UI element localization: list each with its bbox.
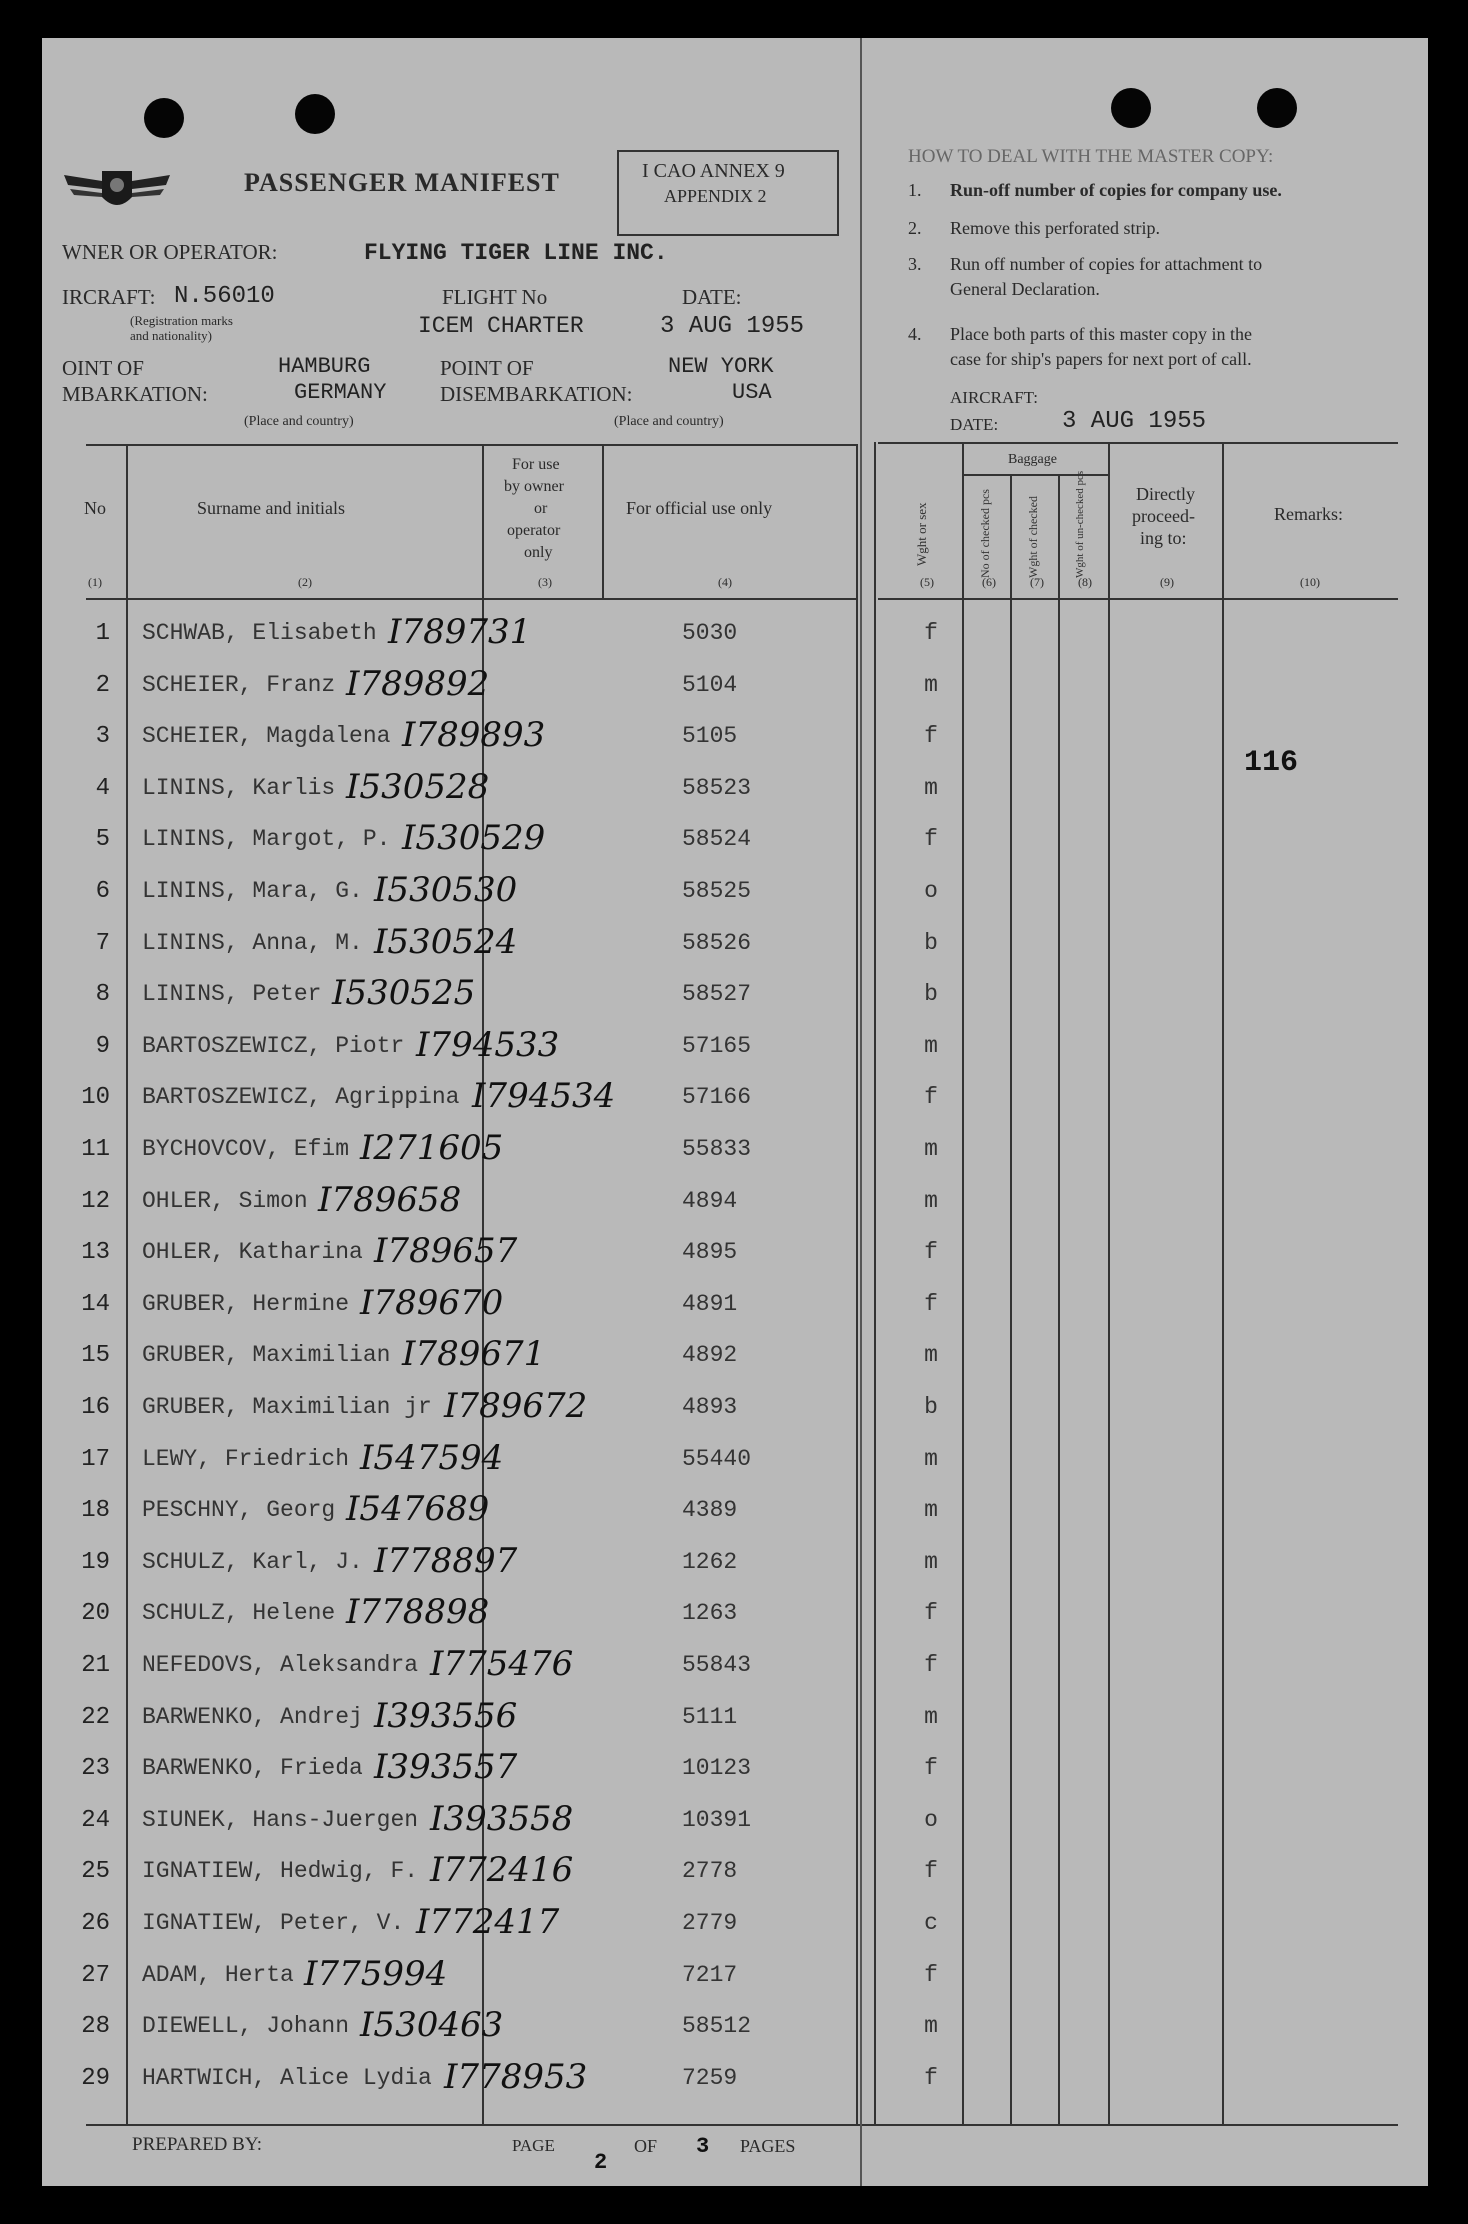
- sex-code: o: [924, 878, 938, 904]
- punch-hole: [295, 94, 335, 134]
- instruction-number: 3.: [908, 254, 922, 274]
- passport-number: I775476: [430, 1644, 574, 1684]
- sex-code: b: [924, 981, 938, 1008]
- col-number: (10): [1300, 575, 1320, 589]
- sex-code: f: [924, 2064, 938, 2091]
- remark-value: 116: [1244, 746, 1299, 780]
- punch-hole: [144, 98, 184, 138]
- official-number: 2779: [682, 1910, 738, 1936]
- instruction-text: Run off number of copies for attachment to: [950, 254, 1263, 274]
- passenger-row: [42, 1076, 1422, 1124]
- passport-number: I547594: [360, 1437, 504, 1478]
- sex-code: b: [924, 1394, 938, 1420]
- passenger-row: [42, 1747, 1422, 1795]
- row-number: 18: [81, 1497, 110, 1525]
- col-number: (3): [538, 575, 552, 589]
- embarkation-value-2: GERMANY: [294, 380, 387, 405]
- embarkation-label-1: OINT OF: [62, 356, 144, 380]
- passport-number: I530530: [374, 870, 518, 910]
- passenger-row: [42, 1798, 1422, 1847]
- passenger-name: LININS, Karlis: [142, 774, 336, 801]
- manifest-title: PASSENGER MANIFEST: [244, 168, 560, 197]
- passenger-name: HARTWICH, Alice Lydia: [142, 2064, 432, 2091]
- passport-number: I789671: [402, 1334, 546, 1375]
- passenger-name: SCHULZ, Helene: [142, 1600, 336, 1627]
- col-header-no: No: [84, 498, 106, 518]
- instruction-text: Remove this perforated strip.: [950, 218, 1160, 238]
- sex-code: b: [924, 929, 938, 956]
- row-number: 22: [81, 1703, 110, 1731]
- official-number: 10123: [682, 1755, 752, 1782]
- row-number: 4: [95, 774, 110, 802]
- official-number: 4894: [682, 1187, 738, 1214]
- official-number: 5030: [682, 620, 738, 646]
- sex-code: f: [924, 723, 938, 750]
- header-bottom-line: [86, 598, 856, 600]
- official-number: 57165: [682, 1032, 752, 1059]
- official-number: 4893: [682, 1394, 738, 1420]
- official-number: 4389: [682, 1497, 738, 1524]
- passenger-row: [42, 1024, 1422, 1073]
- col-number: (4): [718, 575, 732, 589]
- official-number: 4891: [682, 1290, 738, 1317]
- passport-number: I530525: [332, 973, 476, 1014]
- passenger-row: [42, 1282, 1422, 1331]
- instructions-aircraft-label: AIRCRAFT:: [950, 388, 1038, 407]
- table-top-line-right: [878, 442, 1398, 444]
- passenger-name: GRUBER, Maximilian jr: [142, 1394, 432, 1420]
- instruction-text: Place both parts of this master copy in the: [950, 324, 1252, 344]
- row-number: 29: [81, 2064, 110, 2092]
- official-number: 5104: [682, 671, 738, 698]
- passenger-row: [42, 1179, 1422, 1228]
- passenger-name: BYCHOVCOV, Efim: [142, 1136, 350, 1162]
- page-total: 3: [696, 2134, 710, 2159]
- passport-number: I530529: [402, 818, 546, 859]
- col-header-remarks: Remarks:: [1274, 504, 1343, 524]
- sex-code: f: [924, 1084, 938, 1111]
- pages-label: PAGES: [740, 2136, 796, 2156]
- flight-label: FLIGHT No: [442, 285, 548, 309]
- annex-line-2: APPENDIX 2: [664, 186, 767, 206]
- disembarkation-label-2: DISEMBARKATION:: [440, 382, 633, 406]
- row-number: 3: [95, 723, 110, 751]
- col-header-checked-pcs: No of checked pcs: [978, 489, 992, 578]
- col-header-owner-2: by owner: [504, 478, 564, 495]
- sex-code: f: [924, 1600, 938, 1627]
- passenger-row: [42, 1850, 1422, 1898]
- manifest-document: [42, 38, 1428, 2186]
- row-number: 17: [81, 1445, 110, 1473]
- punch-hole: [1111, 88, 1151, 128]
- col-divider: [602, 444, 604, 598]
- table-bottom-line: [86, 2124, 1398, 2126]
- embarkation-note: (Place and country): [244, 414, 354, 429]
- passport-number: I789892: [346, 663, 490, 704]
- owner-value: FLYING TIGER LINE INC.: [364, 240, 668, 266]
- sex-code: f: [924, 1652, 938, 1678]
- col-number: (7): [1030, 575, 1044, 589]
- row-number: 2: [95, 671, 110, 699]
- embarkation-value-1: HAMBURG: [278, 354, 371, 379]
- col-number: (2): [298, 575, 312, 589]
- passport-number: I789731: [388, 612, 532, 652]
- official-number: 57166: [682, 1084, 752, 1111]
- passenger-row: [42, 973, 1422, 1021]
- date-label: DATE:: [682, 285, 742, 309]
- aircraft-label: IRCRAFT:: [62, 285, 156, 309]
- official-number: 5111: [682, 1703, 738, 1730]
- passenger-row: [42, 2005, 1422, 2053]
- col-header-owner-4: operator: [507, 522, 561, 539]
- col-header-directly-1: Directly: [1136, 484, 1195, 504]
- passenger-name: BARTOSZEWICZ, Agrippina: [142, 1084, 460, 1111]
- row-number: 14: [81, 1290, 110, 1318]
- passport-number: I778897: [374, 1540, 518, 1581]
- passenger-row: [42, 1644, 1422, 1692]
- aircraft-value: N.56010: [174, 283, 275, 310]
- row-number: 15: [81, 1342, 110, 1370]
- instruction-number: 4.: [908, 324, 922, 344]
- passenger-row: [42, 870, 1422, 918]
- passenger-name: GRUBER, Hermine: [142, 1290, 350, 1317]
- col-header-directly-3: ing to:: [1140, 528, 1187, 548]
- passenger-name: NEFEDOVS, Aleksandra: [142, 1652, 419, 1678]
- official-number: 58525: [682, 878, 752, 904]
- passenger-row: [42, 1334, 1422, 1382]
- disembarkation-value-1: NEW YORK: [668, 354, 774, 379]
- embarkation-label-2: MBARKATION:: [62, 382, 208, 406]
- passport-number: I794533: [416, 1024, 560, 1065]
- sex-code: m: [924, 671, 938, 698]
- passenger-row: [42, 766, 1422, 815]
- col-number: (1): [88, 575, 102, 589]
- passenger-row: [42, 1386, 1422, 1434]
- sex-code: m: [924, 1497, 938, 1524]
- row-number: 5: [95, 826, 110, 854]
- sex-code: f: [924, 1961, 938, 1988]
- sex-code: m: [924, 1548, 938, 1575]
- row-number: 8: [95, 981, 110, 1009]
- passenger-name: LININS, Anna, M.: [142, 929, 363, 956]
- col-header-directly-2: proceed-: [1132, 506, 1195, 526]
- date-value: 3 AUG 1955: [660, 313, 805, 340]
- passenger-row: [42, 921, 1422, 970]
- row-number: 9: [95, 1032, 110, 1060]
- annex-line-1: I CAO ANNEX 9: [642, 160, 785, 182]
- prepared-by-label: PREPARED BY:: [132, 2134, 263, 2155]
- passenger-name: GRUBER, Maximilian: [142, 1342, 391, 1369]
- passport-number: I789658: [318, 1179, 462, 1220]
- col-header-owner-5: only: [524, 544, 553, 561]
- passenger-row: [42, 818, 1422, 866]
- row-number: 16: [81, 1394, 110, 1421]
- col-header-baggage: Baggage: [1008, 452, 1057, 467]
- official-number: 58512: [682, 2013, 752, 2040]
- instruction-text: Run-off number of copies for company use.: [950, 180, 1282, 200]
- official-number: 58527: [682, 981, 752, 1008]
- row-number: 24: [81, 1806, 110, 1834]
- passport-number: I794534: [472, 1076, 616, 1117]
- passenger-name: BARTOSZEWICZ, Piotr: [142, 1032, 405, 1059]
- official-number: 55843: [682, 1652, 752, 1678]
- registration-note-2: and nationality): [130, 328, 212, 343]
- passport-number: I789657: [374, 1231, 518, 1272]
- flight-value: ICEM CHARTER: [418, 313, 584, 339]
- col-number: (8): [1078, 575, 1092, 589]
- passenger-row: [42, 1592, 1422, 1640]
- passport-number: I772417: [416, 1902, 560, 1942]
- sex-code: f: [924, 826, 938, 853]
- passport-number: I271605: [360, 1128, 504, 1168]
- row-number: 19: [81, 1548, 110, 1576]
- passenger-name: PESCHNY, Georg: [142, 1497, 336, 1524]
- col-header-official: For official use only: [626, 498, 773, 518]
- passenger-row: [42, 1128, 1422, 1176]
- instruction-number: 1.: [908, 180, 922, 200]
- owner-label: WNER OR OPERATOR:: [62, 240, 278, 264]
- row-number: 7: [95, 929, 110, 957]
- passport-number: I789672: [444, 1386, 588, 1426]
- official-number: 55833: [682, 1136, 752, 1162]
- passenger-name: IGNATIEW, Peter, V.: [142, 1910, 405, 1936]
- disembarkation-label-1: POINT OF: [440, 356, 534, 380]
- passenger-name: SCHWAB, Elisabeth: [142, 620, 377, 646]
- of-label: OF: [634, 2136, 658, 2156]
- sex-code: m: [924, 1136, 938, 1162]
- passport-number: I778953: [444, 2056, 588, 2097]
- passport-number: I789670: [360, 1282, 504, 1323]
- passenger-name: LEWY, Friedrich: [142, 1445, 350, 1472]
- sex-code: f: [924, 1290, 938, 1317]
- passenger-name: LININS, Peter: [142, 981, 322, 1008]
- sex-code: m: [924, 1342, 938, 1369]
- passenger-row: [42, 612, 1422, 660]
- instructions-title: HOW TO DEAL WITH THE MASTER COPY:: [908, 146, 1274, 167]
- official-number: 4895: [682, 1239, 738, 1266]
- row-number: 13: [81, 1239, 110, 1267]
- official-number: 7217: [682, 1961, 738, 1988]
- col-number: (5): [920, 575, 934, 589]
- sex-code: f: [924, 620, 938, 646]
- row-number: 1: [95, 620, 110, 647]
- official-number: 5105: [682, 723, 738, 750]
- instructions-date-value: 3 AUG 1955: [1062, 408, 1207, 435]
- sex-code: m: [924, 2013, 938, 2040]
- passenger-name: IGNATIEW, Hedwig, F.: [142, 1858, 419, 1885]
- row-number: 21: [81, 1652, 110, 1679]
- passenger-name: OHLER, Simon: [142, 1187, 308, 1214]
- registration-note-1: (Registration marks: [130, 313, 233, 328]
- passenger-row: [42, 1540, 1422, 1589]
- official-number: 7259: [682, 2064, 738, 2091]
- col-header-owner-3: or: [534, 500, 548, 517]
- punch-hole: [1257, 88, 1297, 128]
- passport-number: I393557: [374, 1747, 518, 1788]
- passenger-row: [42, 1489, 1422, 1537]
- official-number: 4892: [682, 1342, 738, 1369]
- official-number: 1263: [682, 1600, 738, 1627]
- passenger-name: ADAM, Herta: [142, 1961, 294, 1988]
- passenger-name: LININS, Margot, P.: [142, 826, 391, 853]
- row-number: 11: [81, 1136, 110, 1163]
- passenger-row: [42, 1437, 1422, 1486]
- row-number: 28: [81, 2013, 110, 2041]
- official-number: 55440: [682, 1445, 752, 1472]
- passenger-row: [42, 1231, 1422, 1279]
- sex-code: m: [924, 774, 938, 801]
- row-number: 23: [81, 1755, 110, 1783]
- sex-code: m: [924, 1187, 938, 1214]
- passport-number: I778898: [346, 1592, 490, 1633]
- passenger-name: LININS, Mara, G.: [142, 878, 363, 904]
- disembarkation-note: (Place and country): [614, 414, 724, 429]
- baggage-subline: [962, 474, 1108, 476]
- col-header-surname: Surname and initials: [197, 498, 345, 518]
- col-number: (9): [1160, 575, 1174, 589]
- official-number: 58523: [682, 774, 752, 801]
- passport-number: I775994: [304, 1953, 448, 1994]
- disembarkation-value-2: USA: [732, 380, 772, 405]
- passenger-name: SCHEIER, Franz: [142, 671, 336, 698]
- col-header-weight-sex: Wght or sex: [914, 502, 929, 566]
- instruction-number: 2.: [908, 218, 922, 238]
- sex-code: m: [924, 1703, 938, 1730]
- table-top-line: [86, 444, 856, 446]
- passenger-name: SCHEIER, Magdalena: [142, 723, 391, 750]
- sex-code: c: [924, 1910, 938, 1936]
- passport-number: I530528: [346, 766, 490, 807]
- passport-number: I772416: [430, 1850, 574, 1891]
- row-number: 10: [81, 1084, 110, 1112]
- header-bottom-line-right: [878, 598, 1398, 600]
- official-number: 58526: [682, 929, 752, 956]
- passport-number: I393558: [430, 1798, 574, 1839]
- passenger-row: [42, 2056, 1422, 2105]
- passenger-row: [42, 1695, 1422, 1744]
- passenger-row: [42, 1902, 1422, 1950]
- passport-number: I789893: [402, 715, 546, 756]
- sex-code: f: [924, 1858, 938, 1885]
- official-number: 10391: [682, 1806, 752, 1833]
- official-number: 58524: [682, 826, 752, 853]
- passenger-name: BARWENKO, Frieda: [142, 1755, 363, 1782]
- passport-number: I530463: [360, 2005, 504, 2046]
- col-header-weight-unchecked: Wght of un-checked pcs: [1074, 470, 1086, 578]
- passenger-name: DIEWELL, Johann: [142, 2013, 350, 2040]
- passport-number: I547689: [346, 1489, 490, 1530]
- page-number: 2: [594, 2150, 608, 2175]
- instruction-text: General Declaration.: [950, 279, 1100, 299]
- row-number: 12: [81, 1187, 110, 1215]
- passenger-row: [42, 715, 1422, 763]
- sex-code: m: [924, 1032, 938, 1059]
- instructions-date-label: DATE:: [950, 415, 999, 434]
- col-header-owner-1: For use: [512, 456, 560, 473]
- sex-code: o: [924, 1806, 938, 1833]
- passenger-row: [42, 663, 1422, 712]
- sex-code: f: [924, 1239, 938, 1266]
- page-label: PAGE: [512, 2136, 555, 2155]
- passport-number: I393556: [374, 1695, 518, 1736]
- sex-code: f: [924, 1755, 938, 1782]
- row-number: 6: [95, 878, 110, 905]
- passport-number: I530524: [374, 921, 518, 962]
- official-number: 1262: [682, 1548, 738, 1575]
- passenger-name: SCHULZ, Karl, J.: [142, 1548, 363, 1575]
- sex-code: m: [924, 1445, 938, 1472]
- row-number: 27: [81, 1961, 110, 1989]
- passenger-name: BARWENKO, Andrej: [142, 1703, 363, 1730]
- col-header-weight-checked: Wght of checked: [1026, 496, 1040, 578]
- col-number: (6): [982, 575, 996, 589]
- airline-logo: [62, 163, 172, 220]
- row-number: 26: [81, 1910, 110, 1937]
- instruction-text: case for ship's papers for next port of call.: [950, 349, 1252, 369]
- passenger-row: [42, 1953, 1422, 2002]
- row-number: 20: [81, 1600, 110, 1628]
- passenger-name: OHLER, Katharina: [142, 1239, 363, 1266]
- passenger-name: SIUNEK, Hans-Juergen: [142, 1806, 419, 1833]
- official-number: 2778: [682, 1858, 738, 1885]
- row-number: 25: [81, 1858, 110, 1886]
